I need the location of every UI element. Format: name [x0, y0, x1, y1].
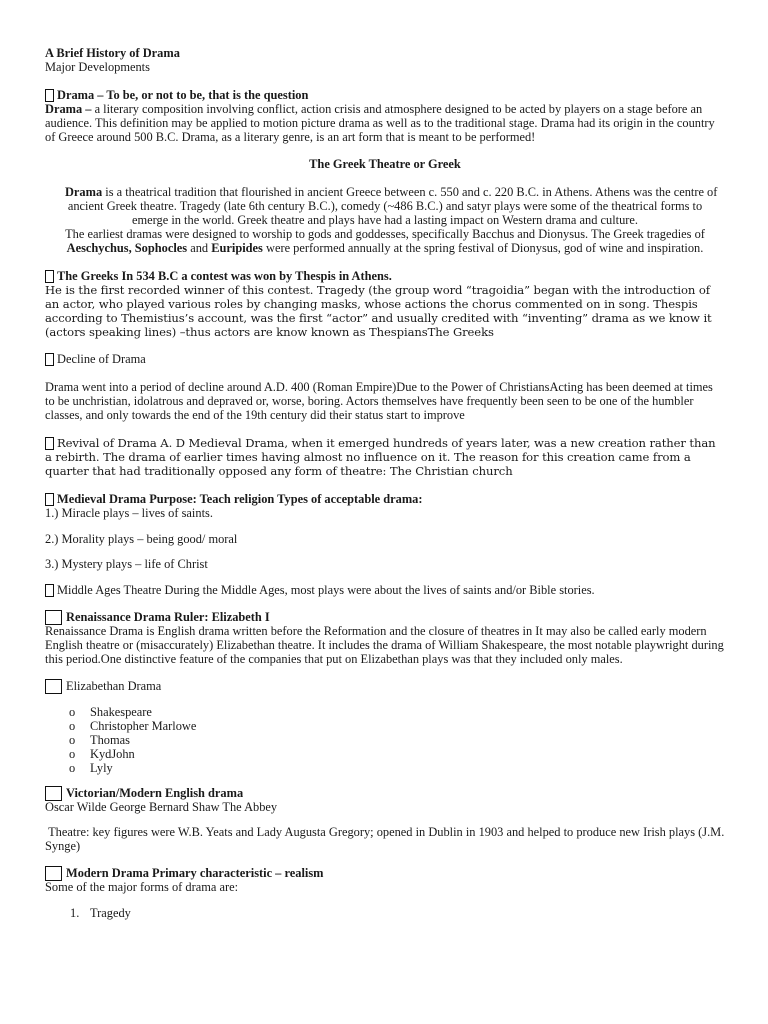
checkbox-icon	[45, 866, 62, 881]
victorian-text: Oscar Wilde George Bernard Shaw The Abbey	[45, 799, 278, 814]
checkbox-icon	[45, 89, 54, 102]
victorian-text-2: Theatre: key figures were W.B. Yeats and Lady Augusta Gregory; opened in Dublin in 1903 and helped to produce new Irish plays (J.M. Synge)	[45, 825, 725, 854]
elizabethan-heading: Elizabethan Drama	[45, 679, 725, 694]
middle-ages-text: Middle Ages Theatre During the Middle Ages, most plays were about the lives of saints and/or Bible stories.	[45, 584, 725, 598]
greek-theatre-paragraph: Drama is a theatrical tradition that flourished in ancient Greece between c. 550 and c. 220 B.C. in Athens. Athens was the centre of ancient Greek theatre. Tragedy (late 6th century B.C.), comedy (~486 B.C.) and satyr plays were some of the theatrical forms to emerge in the world. Greek theatre and plays have had a lasting impact on Western drama and culture.	[64, 185, 718, 228]
thespis-text: He is the first recorded winner of this contest. Tragedy (the group word “tragoidia” began with the introduction of an actor, who played various roles by changing masks, whose actions the chorus commented on in song. Thespis according to Themistius’s account, was the first “actor” and usually credited with “inventing” drama as we know it (actors speaking lines) –thus actors are know known as ThespiansThe Greeks	[45, 282, 712, 339]
greek-theatre-heading: The Greek Theatre or Greek	[309, 157, 461, 172]
thespis-heading: The Greeks In 534 B.C a contest was won by Thespis in Athens.	[45, 270, 725, 284]
renaissance-text: Renaissance Drama is English drama written before the Reformation and the closure of theatres in It may also be called early modern English theatre or (misaccurately) Elizabethan theatre. It includes the drama of William Shakespeare, the most notable playwright during this period.One distinctive feature of the companies that put on Elizabethan plays was that they included only males.	[45, 624, 724, 667]
document-page	[45, 47, 725, 921]
checkbox-icon	[45, 437, 54, 450]
section-drama-heading: Drama – To be, or not to be, that is the question	[45, 89, 725, 103]
list-item: 1. Tragedy	[70, 906, 131, 921]
list-item: o Shakespeare	[69, 706, 725, 720]
greek-tragedies-paragraph: The earliest dramas were designed to worship to gods and goddesses, specifically Bacchus and Dionysus. The Greek tragedies of Aeschychus, Sophocles and Euripides were performed annually at the spring festival of Dionysus, god of wine and inspiration.	[65, 227, 705, 255]
checkbox-icon	[45, 353, 54, 366]
checkbox-icon	[45, 786, 62, 801]
medieval-item-3: 3.) Mystery plays – life of Christ	[45, 557, 208, 572]
modern-heading: Modern Drama Primary characteristic – realism	[45, 866, 725, 881]
list-item: o Thomas	[69, 734, 725, 748]
medieval-item-2: 2.) Morality plays – being good/ moral	[45, 531, 238, 546]
decline-heading: Decline of Drama	[45, 353, 725, 367]
checkbox-icon	[45, 493, 54, 506]
decline-text: Drama went into a period of decline around A.D. 400 (Roman Empire)Due to the Power of ChristiansActing has been deemed at times to be unchristian, idolatrous and depraved or, worse, boring. Actors themselves have frequently been seen to be one of the humbler classes, and only towards the end of the 19th century did their status start to improve	[45, 380, 713, 423]
doc-title: A Brief History of Drama	[45, 46, 180, 60]
renaissance-heading: Renaissance Drama Ruler: Elizabeth I	[45, 610, 725, 625]
medieval-item-1: 1.) Miracle plays – lives of saints.	[45, 505, 213, 520]
elizabethan-list	[45, 706, 725, 776]
victorian-heading: Victorian/Modern English drama	[45, 786, 725, 801]
doc-subtitle: Major Developments	[45, 59, 150, 74]
checkbox-icon	[45, 610, 62, 625]
list-item: o KydJohn	[69, 748, 725, 762]
medieval-heading: Medieval Drama Purpose: Teach religion Types of acceptable drama:	[45, 493, 725, 507]
checkbox-icon	[45, 679, 62, 694]
list-item: o Christopher Marlowe	[69, 720, 725, 734]
revival-text: Revival of Drama A. D Medieval Drama, when it emerged hundreds of years later, was a new creation rather than a rebirth. The drama of earlier times having almost no influence on it. The reason for this creation came from a quarter that had traditionally opposed any form of theatre: The Christian church	[45, 436, 716, 478]
checkbox-icon	[45, 270, 54, 283]
modern-forms-list	[45, 907, 725, 921]
list-item: o Lyly	[69, 762, 725, 776]
checkbox-icon	[45, 584, 54, 597]
section-drama-text: Drama – a literary composition involving conflict, action crisis and atmosphere designed to be acted by players on a stage before an audience. This definition may be applied to motion picture drama as well as to the traditional stage. Drama had its origin in the country of Greece around 500 B.C. Drama, as a literary genre, is an art form that is meant to be performed!	[45, 101, 715, 144]
modern-text: Some of the major forms of drama are:	[45, 880, 239, 895]
